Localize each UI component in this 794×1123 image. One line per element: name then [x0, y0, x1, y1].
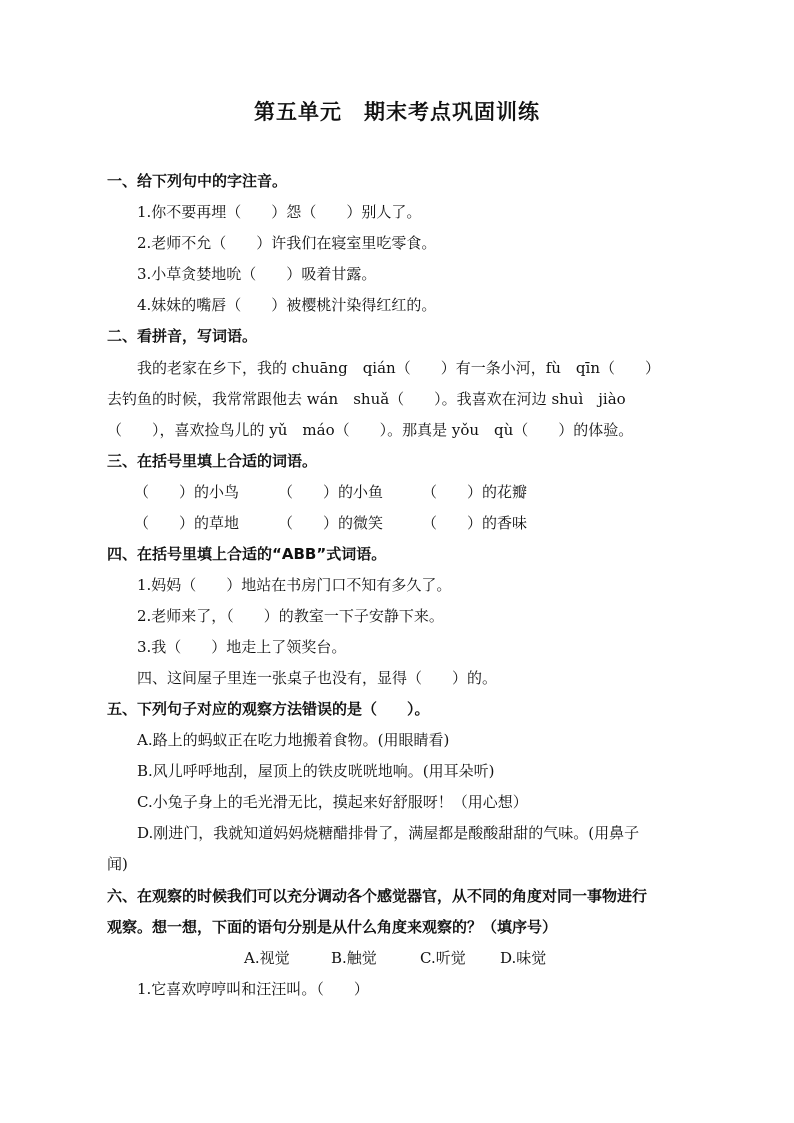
fill-blank-phrase: （ ）的小鸟 [134, 483, 240, 501]
section-6-heading: 六、在观察的时候我们可以充分调动各个感觉器官，从不同的角度对同一事物进行 [107, 887, 648, 905]
section-1-item-1: 1.你不要再埋（ ）怨（ ）别人了。 [137, 203, 422, 221]
section-6-heading-line-2: 观察。想一想，下面的语句分别是从什么角度来观察的？（填序号） [107, 918, 558, 936]
section-2-paragraph-line-1: 我的老家在乡下，我的 chuāng qián（ ）有一条小河，fù qīn（ ） [137, 359, 660, 377]
section-5-option-d: D.刚进门，我就知道妈妈烧糖醋排骨了，满屋都是酸酸甜甜的气味。(用鼻子 [137, 824, 640, 842]
section-4-item-2: 2.老师来了，（ ）的教室一下子安静下来。 [137, 607, 444, 625]
section-1-heading: 一、给下列句中的字注音。 [107, 172, 288, 190]
section-6-item-1: 1.它喜欢哼哼叫和汪汪叫。（ ） [137, 980, 369, 998]
option-b: B.触觉 [331, 949, 377, 967]
option-d: D.味觉 [500, 949, 547, 967]
section-5-option-d-continuation: 闻) [107, 855, 128, 873]
section-2-paragraph-line-3: （ ），喜欢捡鸟儿的 yǔ máo（ ）。那真是 yǒu qù（ ）的体验。 [107, 421, 634, 439]
option-a: A.视觉 [244, 949, 290, 967]
section-4-item-1: 1.妈妈（ ）地站在书房门口不知有多久了。 [137, 576, 452, 594]
section-1-item-4: 4.妹妹的嘴唇（ ）被樱桃汁染得红红的。 [137, 296, 437, 314]
section-4-item-3: 3.我（ ）地走上了领奖台。 [137, 638, 347, 656]
fill-blank-phrase: （ ）的花瓣 [422, 483, 528, 501]
section-1-item-3: 3.小草贪婪地吮（ ）吸着甘露。 [137, 265, 377, 283]
section-5-option-b: B.风儿呼呼地刮，屋顶上的铁皮咣咣地响。(用耳朵听) [137, 762, 495, 780]
section-1-item-2: 2.老师不允（ ）许我们在寝室里吃零食。 [137, 234, 437, 252]
option-c: C.听觉 [420, 949, 466, 967]
fill-blank-phrase: （ ）的小鱼 [278, 483, 384, 501]
section-4-item-4: 四、这间屋子里连一张桌子也没有，显得（ ）的。 [137, 669, 498, 687]
section-2-paragraph-line-2: 去钓鱼的时候，我常常跟他去 wán shuǎ（ ）。我喜欢在河边 shuì jiào [107, 390, 626, 408]
section-5-heading: 五、下列句子对应的观察方法错误的是（ ）。 [107, 700, 430, 718]
fill-blank-phrase: （ ）的香味 [422, 514, 528, 532]
fill-blank-phrase: （ ）的微笑 [278, 514, 384, 532]
section-3-heading: 三、在括号里填上合适的词语。 [107, 452, 318, 470]
section-4-heading: 四、在括号里填上合适的“ABB”式词语。 [107, 545, 387, 563]
section-5-option-a: A.路上的蚂蚁正在吃力地搬着食物。(用眼睛看) [137, 731, 450, 749]
fill-blank-phrase: （ ）的草地 [134, 514, 240, 532]
page-title: 第五单元 期末考点巩固训练 [254, 100, 540, 124]
section-5-option-c: C.小兔子身上的毛光滑无比，摸起来好舒服呀！（用心想） [137, 793, 528, 811]
section-2-heading: 二、看拼音，写词语。 [107, 327, 258, 345]
